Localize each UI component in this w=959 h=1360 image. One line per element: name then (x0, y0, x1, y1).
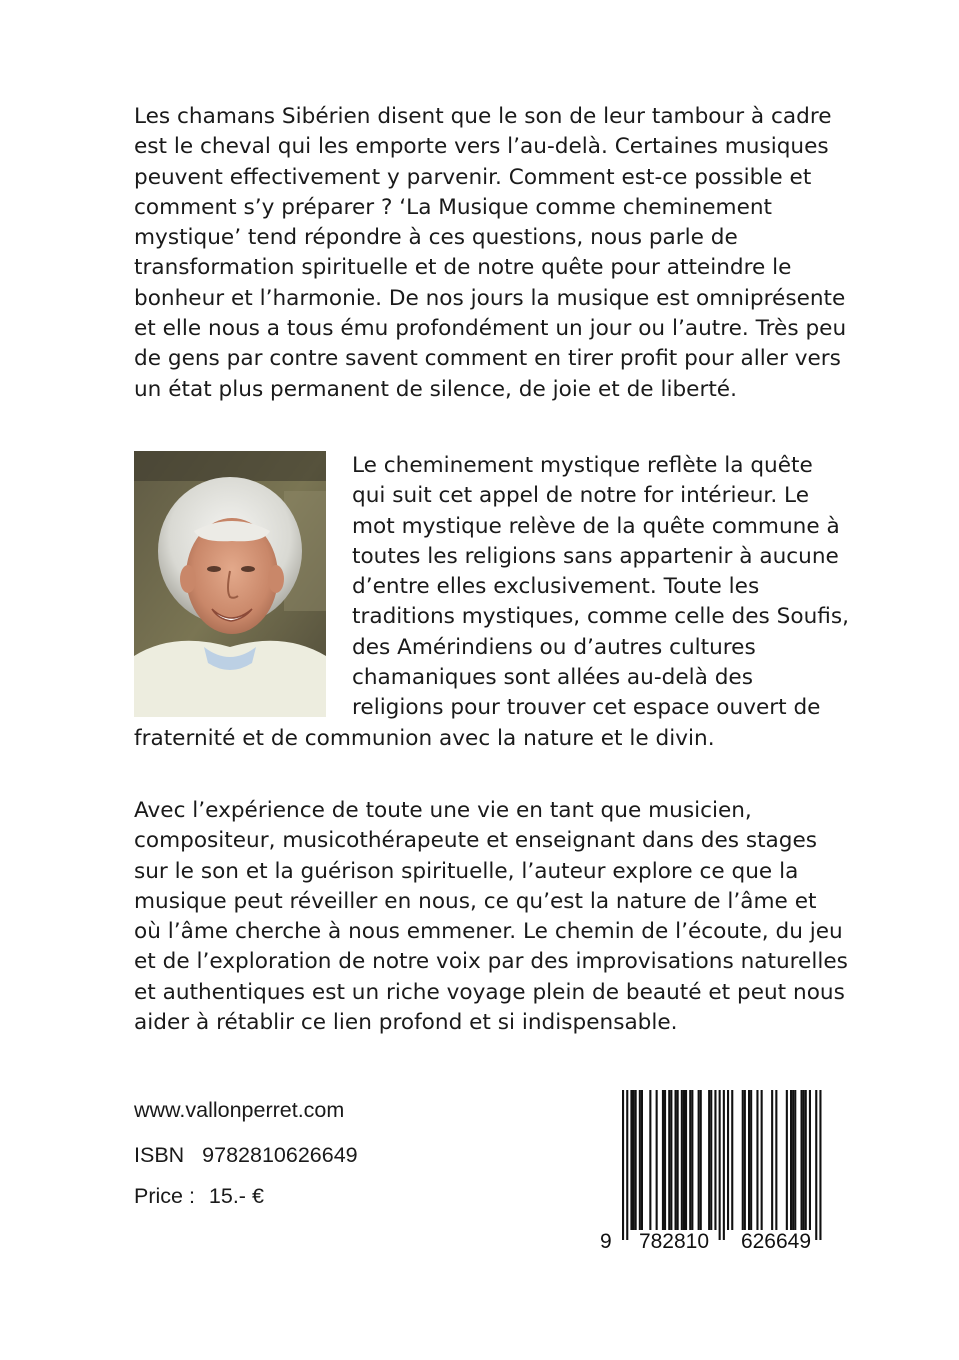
barcode-bar (792, 1090, 794, 1230)
author-photo (134, 451, 326, 717)
barcode-bar (641, 1090, 643, 1230)
barcode-bar (656, 1090, 658, 1230)
author-portrait-image (134, 451, 326, 717)
barcode-bars (598, 1090, 832, 1240)
barcode-bar (668, 1090, 670, 1230)
barcode-bar (727, 1090, 729, 1230)
barcode-bar (803, 1090, 805, 1230)
barcode-bar (710, 1090, 712, 1230)
barcode-bar (805, 1090, 807, 1230)
barcode-bar (700, 1090, 702, 1230)
barcode-bar (786, 1090, 788, 1230)
barcode-bar (626, 1090, 628, 1240)
barcode-bar (775, 1090, 777, 1230)
barcode-bar (683, 1090, 685, 1230)
barcode-bar (622, 1090, 624, 1240)
barcode-bar (677, 1090, 679, 1230)
barcode-bar (685, 1090, 687, 1230)
barcode-bar (691, 1090, 693, 1230)
barcode-bar (815, 1090, 817, 1240)
barcode-bar (794, 1090, 796, 1230)
barcode (598, 1090, 832, 1260)
barcode-bar (750, 1090, 752, 1230)
barcode-bar (723, 1090, 725, 1240)
barcode-bar (662, 1090, 664, 1230)
barcode-bar (809, 1090, 811, 1230)
barcode-bar (819, 1090, 821, 1240)
barcode-bar (649, 1090, 651, 1230)
barcode-digit-first: 9 (600, 1230, 612, 1253)
barcode-bar (771, 1090, 773, 1230)
isbn-label: ISBN (134, 1143, 185, 1167)
website-link[interactable]: www.vallonperret.com (134, 1098, 345, 1122)
barcode-bar (714, 1090, 716, 1230)
intro-paragraph: Les chamans Sibérien disent que le son de leur tambour à cadre est le cheval qui les emporte vers l’au-delà. Certaines musiques peuvent effectivement y parvenir. Comment est-ce possible et comment s’y préparer ? ‘La Musique comme cheminement mystique’ tend répondre à ces questions, nous parle de transformation spirituelle et de notre quête pour atteindre le bonheur et l’harmonie. De nos jours la musique est omniprésente et elle nous a tous ému profondément un jour ou l’autre. Très peu de gens par contre savent comment en tirer profit pour aller vers un état plus permanent de silence, de joie et de liberté. (134, 104, 847, 402)
isbn-line (134, 1143, 358, 1168)
barcode-bar (664, 1090, 666, 1230)
barcode-bar (790, 1090, 792, 1230)
price-value: 15.- € (208, 1184, 264, 1208)
barcode-bar (689, 1090, 691, 1230)
barcode-bar (633, 1090, 635, 1230)
barcode-bar (731, 1090, 733, 1230)
barcode-bar (708, 1090, 710, 1230)
barcode-bar (675, 1090, 677, 1230)
barcode-bar (756, 1090, 758, 1230)
barcode-bar (761, 1090, 763, 1230)
barcode-bar (630, 1090, 632, 1230)
barcode-bar (719, 1090, 721, 1240)
barcode-bar (635, 1090, 637, 1230)
mystique-section (134, 451, 850, 754)
isbn-value: 9782810626649 (202, 1143, 358, 1167)
price-label: Price : (134, 1184, 195, 1208)
barcode-bar (639, 1090, 641, 1230)
barcode-bar (681, 1090, 683, 1230)
mystique-paragraph: Le cheminement mystique reflète la quête qui suit cet appel de notre for intérieur. Le mot mystique relève de la quête commune à toutes les religions sans appartenir à aucune d’entre elles exclusivement. Toute les traditions mystiques, comme celle des Soufis, des Amérindiens ou d’autres cultures chamaniques sont allées au-delà des religions pour trouver cet espace ouvert de fraternité et de communion avec la nature et le divin. (134, 453, 849, 751)
barcode-bar (670, 1090, 672, 1230)
barcode-digits-left: 782810 (638, 1230, 710, 1253)
barcode-digits (598, 1230, 832, 1254)
price-line (134, 1184, 264, 1209)
barcode-bar (742, 1090, 744, 1230)
barcode-bar (698, 1090, 700, 1230)
author-paragraph: Avec l’expérience de toute une vie en tant que musicien, compositeur, musicothérapeute et enseignant dans des stages sur le son et la guérison spirituelle, l’auteur explore ce que la musique peut réveiller en nous, ce qu’est la nature de l’âme et où l’âme cherche à nous emmener. Le chemin de l’écoute, du jeu et de l’exploration de notre voix par des improvisations naturelles et authentiques est un riche voyage plein de beauté et peut nous aider à rétablir ce lien profond et si indispensable. (134, 798, 848, 1036)
barcode-bar (801, 1090, 803, 1230)
barcode-bar (744, 1090, 746, 1230)
barcode-bar (748, 1090, 750, 1230)
barcode-digits-right: 626649 (740, 1230, 812, 1253)
